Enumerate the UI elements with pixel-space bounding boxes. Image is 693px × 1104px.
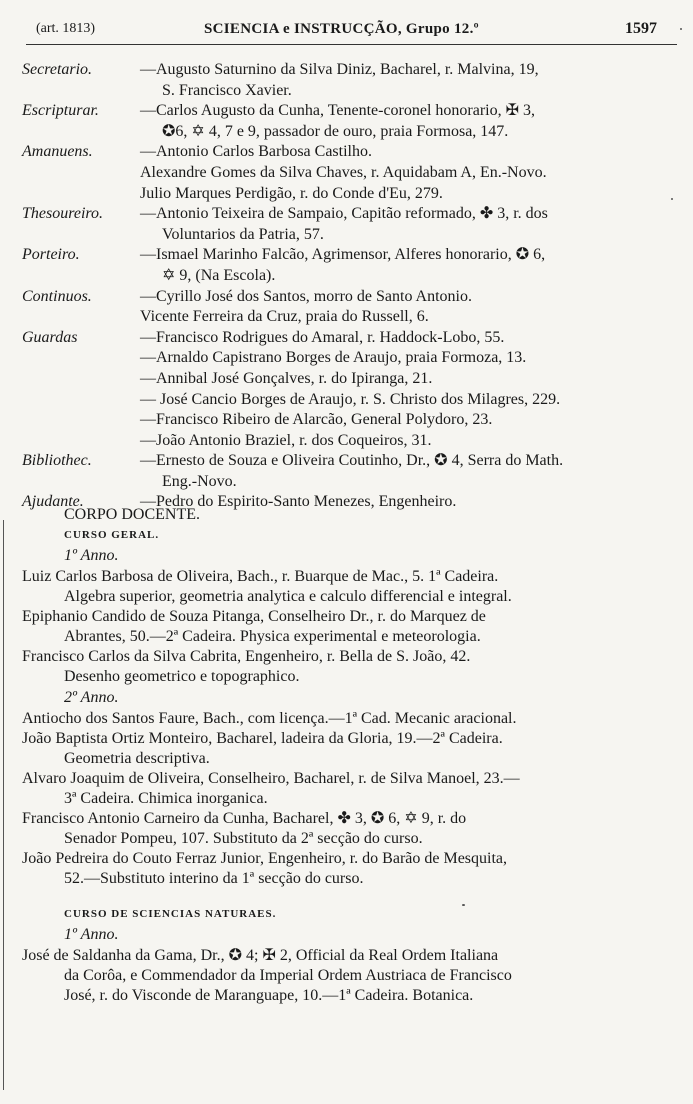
staff-line: —Augusto Saturnino da Silva Diniz, Bacharel, r. Malvina, 19, — [140, 61, 539, 78]
entry-first-line: João Pedreira do Couto Ferraz Junior, Engenheiro, r. do Barão de Mesquita, — [22, 850, 508, 867]
staff-role: Amanuens. — [22, 143, 93, 161]
entry-first-line: Francisco Antonio Carneiro da Cunha, Bacharel, ✤ 3, ✪ 6, ✡ 9, r. do — [22, 810, 467, 827]
article-reference: (art. 1813) — [36, 21, 96, 36]
entry-continuation-line: Desenho geometrico e topographico. — [64, 668, 300, 685]
staff-line: —Francisco Rodrigues do Amaral, r. Haddock-Lobo, 55. — [140, 328, 505, 346]
entry-continuation-line: 3ª Cadeira. Chimica inorganica. — [64, 790, 268, 807]
entry-first-line: Luiz Carlos Barbosa de Oliveira, Bach., r. Buarque de Mac., 5. 1ª Cadeira. — [22, 568, 499, 585]
header-rule — [26, 44, 677, 45]
year1-entries — [22, 567, 672, 687]
entry-continuation-line: Abrantes, 50.—2ª Cadeira. Physica experimental e meteorologia. — [64, 628, 481, 645]
staff-role: Escripturar. — [22, 102, 99, 120]
subsection-heading: CURSO GERAL. — [64, 529, 160, 541]
year-label: 1º Anno. — [64, 547, 119, 564]
staff-line: Alexandre Gomes da Silva Chaves, r. Aquidabam A, En.-Novo. — [140, 163, 547, 181]
staff-line: —João Antonio Braziel, r. dos Coqueiros, 31. — [140, 431, 432, 449]
staff-line: ✡ 9, (Na Escola). — [162, 266, 276, 284]
staff-entry — [22, 204, 662, 245]
staff-line: Eng.-Novo. — [162, 472, 237, 490]
staff-role: Guardas — [22, 328, 78, 346]
year2-entries — [22, 709, 672, 889]
staff-line: —Cyrillo José dos Santos, morro de Santo Antonio. — [140, 287, 472, 305]
staff-role: Secretario. — [22, 61, 93, 78]
entry-continuation-line: Senador Pompeu, 107. Substituto da 2ª secção do curso. — [64, 830, 423, 847]
ink-speck — [680, 28, 682, 30]
year-heading — [22, 924, 672, 946]
staff-line: —Annibal José Gonçalves, r. do Ipiranga, 21. — [140, 369, 433, 387]
staff-role: Thesoureiro. — [22, 205, 104, 223]
corpo-docente-section — [22, 505, 672, 889]
entry-first-line: Alvaro Joaquim de Oliveira, Conselheiro, Bacharel, r. de Silva Manoel, 23.— — [22, 770, 520, 787]
staff-entry — [22, 245, 662, 286]
staff-line: —Carlos Augusto da Cunha, Tenente-coronel honorario, ✠ 3, — [140, 102, 536, 120]
staff-entry — [22, 451, 662, 492]
staff-role: Continuos. — [22, 287, 92, 305]
entry-continuation-line: José, r. do Visconde de Maranguape, 10.—1ª Cadeira. Botanica. — [64, 987, 474, 1004]
staff-line: S. Francisco Xavier. — [162, 81, 292, 99]
entry-continuation-line: Geometria descriptiva. — [64, 750, 210, 767]
entry-continuation-line: da Corôa, e Commendador da Imperial Ordem Austriaca de Francisco — [64, 967, 512, 984]
page-edge-rule — [3, 520, 4, 1090]
staff-entry — [22, 328, 662, 452]
page-number: 1597 — [625, 20, 657, 37]
entry-first-line: José de Saldanha da Gama, Dr., ✪ 4; ✠ 2, Official da Real Ordem Italiana — [22, 947, 499, 964]
staff-line: — José Cancio Borges de Araujo, r. S. Christo dos Milagres, 229. — [140, 390, 561, 408]
sciencias-naturaes-section — [22, 904, 672, 1006]
ink-speck — [671, 198, 673, 200]
staff-line: Voluntarios da Patria, 57. — [162, 225, 324, 243]
year-heading — [22, 545, 672, 567]
staff-entry — [22, 287, 662, 328]
staff-list — [22, 60, 662, 513]
year-label: 1º Anno. — [64, 926, 119, 943]
year-label: 2º Anno. — [64, 689, 119, 706]
staff-entry — [22, 60, 662, 101]
page-header — [30, 16, 671, 42]
running-title: SCIENCIA e INSTRUCÇÃO, Grupo 12.º — [204, 21, 479, 37]
entry-continuation-line: 52.—Substituto interino da 1ª secção do curso. — [64, 870, 364, 887]
staff-line: —Antonio Carlos Barbosa Castilho. — [140, 143, 372, 161]
staff-line: —Francisco Ribeiro de Alarcão, General Polydoro, 23. — [140, 411, 493, 429]
year-heading — [22, 687, 672, 709]
section-heading: CORPO DOCENTE. — [64, 506, 201, 523]
entry-first-line: Antiocho dos Santos Faure, Bach., com licença.—1ª Cad. Mecanic aracional. — [22, 710, 517, 727]
entry-first-line: João Baptista Ortiz Monteiro, Bacharel, ladeira da Gloria, 19.—2ª Cadeira. — [22, 730, 503, 747]
staff-line: —Ernesto de Souza e Oliveira Coutinho, Dr., ✪ 4, Serra do Math. — [140, 452, 564, 470]
staff-role: Bibliothec. — [22, 452, 92, 470]
entry-first-line: Francisco Carlos da Silva Cabrita, Engenheiro, r. Bella de S. João, 42. — [22, 648, 471, 665]
subsection-heading: CURSO DE SCIENCIAS NATURAES. — [64, 908, 277, 920]
staff-line: —Antonio Teixeira de Sampaio, Capitão reformado, ✤ 3, r. dos — [140, 205, 548, 223]
staff-line: —Pedro do Espirito-Santo Menezes, Engenheiro. — [140, 493, 457, 511]
naturaes-entries — [22, 946, 672, 1006]
staff-line: —Arnaldo Capistrano Borges de Araujo, praia Formoza, 13. — [140, 349, 527, 367]
staff-entry — [22, 101, 662, 142]
staff-line: ✪6, ✡ 4, 7 e 9, passador de ouro, praia Formosa, 147. — [162, 122, 509, 140]
entry-first-line: Epiphanio Candido de Souza Pitanga, Conselheiro Dr., r. do Marquez de — [22, 608, 486, 625]
ink-speck — [462, 904, 465, 906]
staff-line: Vicente Ferreira da Cruz, praia do Russell, 6. — [140, 308, 429, 326]
staff-line: Julio Marques Perdigão, r. do Conde d'Eu, 279. — [140, 184, 443, 202]
staff-line: —Ismael Marinho Falcão, Agrimensor, Alferes honorario, ✪ 6, — [140, 246, 546, 264]
staff-entry — [22, 142, 662, 204]
staff-role: Porteiro. — [22, 246, 80, 264]
entry-continuation-line: Algebra superior, geometria analytica e calculo differencial e integral. — [64, 588, 512, 605]
staff-role: Ajudante. — [22, 493, 84, 511]
